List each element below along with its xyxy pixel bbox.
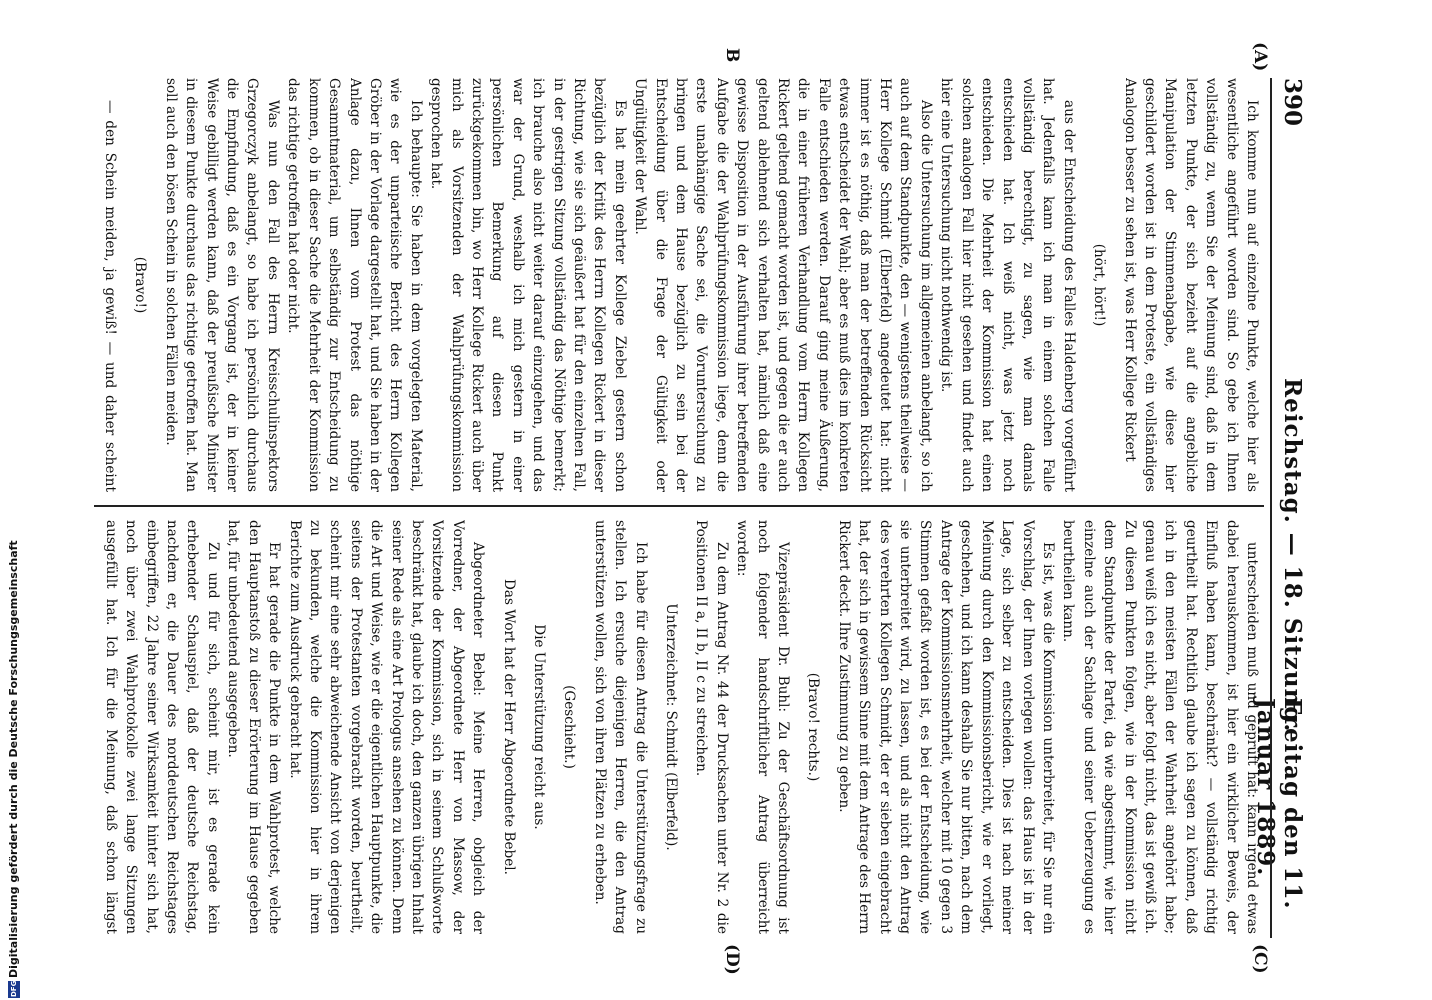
paragraph: Es ist, was die Kommission unterbreitet, für Sie nur ein Vorschlag, der Ihnen vorlegen wollen: das Haus ist in der Lage, sich selber zu entscheiden. Dies ist nach meiner Meinung durch den Kommissionsbericht, wie er vorliegt, geschehen, und ich kann deshalb Sie nur bitten, nach dem Antrage der Kommissionsmehrheit, welcher mit 10 gegen 3 Stimmen gefaßt worden ist, es bei der Entscheidung, wie sie unterbreitet wird, zu lassen, und als nicht den Antrag des verehrten Kollegen Schmidt, der er sieben eingebracht hat, der sich in gewissem Sinne mit dem Antrage des Herrn Rickert deckt. Ihre Zustimmung zu geben.	[835, 520, 1056, 934]
margin-marker-c: (C)	[1250, 944, 1270, 974]
column-divider	[94, 505, 1264, 507]
margin-marker-b: B	[722, 48, 742, 63]
paragraph: (Bravo! rechts.)	[805, 672, 822, 782]
paragraph: Also die Untersuchung im allgemeinen anbelangt, so ich auch auf dem Standpunkte, den — wenigstens theilweise — Herr Kollege Schmidt (Elberfeld) angedeutet hat: nicht immer ist es nöthig, daß man der betreffenden Rücksicht etwas entscheidet der Wahl; aber es muß dies im konkreten Falle entschieden werden. Darauf ging meine Äußerung, die in einer früheren Verhandlung vom Herrn Kollegen Rickert geltend gemacht worden ist, und gegen die er auch geltend ablehnend sich verhalten hat, nämlich daß eine gewisse Disposition in der Ausführung ihrer betreffenden Aufgabe die der Wahlprüfungskommission liege, denn die erste unabhängige Sache sei, die Voruntersuchung zu bringen und dem Hause bezüglich zu sein bei der Entscheidung über die Frage der Gültigkeit oder Ungültigkeit der Wahl.	[632, 78, 934, 492]
paragraph: Ich habe für diesen Antrag die Unterstützungsfrage zu stellen. Ich ersuche diejenigen Herren, die den Antrag unterstützen wollen, sich von ihren Plätzen zu erheben.	[591, 520, 649, 934]
paragraph: Die Unterstützung reicht aus.	[531, 624, 547, 830]
paragraph: Abgeordneter Bebel: Meine Herren, obgleich der Vorredner, der Abgeordnete Herr von Massow, der Vorsitzende der Kommission, sich in seinem Schlußworte beschränkt hat, glaube ich doch, den ganzen übrigen Inhalt seiner Rede als eine Art Prologus ansehen zu können. Denn die Art und Weise, wie er die eigentlichen Hauptpunkte, die seitens der Protestanten vorgebracht worden, beurtheilt, scheint mir eine sehr abweichende Ansicht von derjenigen zu bekunden, welche die Kommission hier in ihrem Berichte zum Ausdruck gebracht hat.	[286, 520, 487, 934]
paragraph: aus der Entscheidung des Falles Haldenberg vorgeführt hat. Jedenfalls kann ich man in einem solchen Falle vollständig berechtigt, zu sagen, wie man damals entschieden hat. Ich weiß nicht, was jetzt noch entschieden. Die Mehrheit der Kommission hat einen solchen analogen Fall hier nicht gesehen und findet auch hier eine Untersuchung nicht nothwendig ist.	[938, 78, 1077, 492]
page-date: Freitag den 11. Januar 1889.	[1252, 698, 1306, 910]
paragraph: Das Wort hat der Herr Abgeordnete Bebel.	[500, 579, 517, 875]
paragraph: (Geschieht.)	[561, 685, 578, 769]
paragraph: Zu und für sich, scheint mir, ist es gerade kein erhebender Schauspiel, daß der deutsche Reichstag, nachdem er, die Dauer des norddeutschen Reichstages einbegriffen, 22 Jahre seiner Wirksamkeit hinter sich hat, noch über zwei Wahlprotokolle zwei lange Sitzungen ausgefüllt hat. Ich für die Meinung, daß schon längst	[102, 520, 221, 934]
page-number: 390	[1279, 78, 1306, 127]
left-column	[102, 78, 1262, 492]
page-header	[1252, 78, 1310, 938]
paragraph: Vizepräsident Dr. Buhl: Zu der Geschäftsordnung ist noch folgender handschriftlicher Antrag überreicht worden:	[734, 520, 792, 934]
right-column	[102, 520, 1262, 934]
paragraph: (hört, hört!)	[1091, 243, 1108, 327]
paragraph: Ich komme nun auf einzelne Punkte, welche hier als wesentliche angeführt worden sind. So gebe ich Ihnen vollständig zu, wenn Sie der Meinung sind, daß in dem letzten Punkte, der sich bezieht auf die angebliche Manipulation der Stimmenabgabe, wie diese hier geschildert worden ist in dem Proteste, ein vollständiges Analogon besser zu sehen ist, was Herr Kollege Rickert	[1121, 78, 1260, 492]
margin-marker-d: (D)	[722, 944, 742, 975]
paragraph: Es hat mein geehrter Kollege Ziebel gestern schon bezüglich der Kritik des Herrn Kollegen Rickert in dieser Richtung, wie sie sich geäußert hat für den einzelnen Fall, in der gestrigen Sitzung vollständig das Nöthige bemerkt; ich brauche also nicht weiter darauf einzugehen, und das war der Grund, weshalb ich mich gestern in einer persönlichen Bemerkung auf diesen Punkt zurückgekommen bin, wo Herr Kollege Rickert auch über mich als Vorsitzenden der Wahlprüfungskommission gesprochen hat.	[428, 78, 628, 492]
paragraph: (Bravo!)	[132, 256, 149, 314]
funding-text: Digitalisierung gefördert durch die Deutsche Forschungsgemeinschaft	[7, 540, 20, 978]
paragraph: Unterzeichnet: Schmidt (Elberfeld).	[663, 603, 680, 851]
margin-marker-a: (A)	[1250, 42, 1270, 72]
paragraph: — den Schein meiden, ja gewiß! — und daher scheint	[102, 100, 119, 492]
header-rule	[1270, 78, 1272, 938]
paragraph: Er hat gerade die Punkte in dem Wahlprotest, welche den Hauptanstoß zu dieser Erörterung im Hause gegeben hat, für unbedeutend ausgegeben.	[225, 520, 283, 934]
funding-note	[3, 0, 27, 1000]
paragraph: Zu dem Antrag Nr. 44 der Drucksachen unter Nr. 2 die Positionen II a, II b, II c zu streichen.	[693, 520, 730, 934]
page-title: Reichstag. — 18. Sitzung.	[1279, 378, 1306, 733]
paragraph: unterscheiden muß und geprüft hat: kann irgend etwas dabei herauskommen, ist hier ein wirklicher Beweis, der Einfluß haben kann, beschränkt? — vollständig richtig geurtheilt hat. Rechtlich glaube ich sagen zu können, daß ich in den meisten Fällen der Wahrheit angehört habe; genau weiß ich es nicht, aber folgt nicht, das ist gewiß ich. Zu diesen Punkten folgen, wie in der Kommission nicht dem Standpunkte der Partei, da wie abgestimmt, wie hier einzelne auch der Sachlage und seiner Ueberzeugung es beurtheilen kann.	[1060, 520, 1260, 934]
paragraph: Was nun den Fall des Herrn Kreisschulinspektors Grzegorczyk anbelangt, so habe ich persönlich durchaus die Empfindung, daß es ein Vorgang ist, der in keiner Weise gebilligt werden kann, daß der preußische Minister in diesem Punkte durchaus das richtige getroffen hat. Man soll auch den bösen Schein in solchen Fällen meiden.	[162, 78, 281, 492]
paragraph: Ich behaupte: Sie haben in dem vorgelegten Material, wie es der unparteiische Bericht des Herrn Kollegen Gröber in der Vorlage dargestellt hat, und Sie haben in der Anlage dazu, Ihnen vom Protest das nöthige Gesammtmaterial, um selbständig zur Entscheidung zu kommen, ob in dieser Sache die Mehrheit der Kommission das richtige getroffen hat oder nicht.	[285, 78, 424, 492]
dfg-logo: DFG	[10, 980, 18, 997]
